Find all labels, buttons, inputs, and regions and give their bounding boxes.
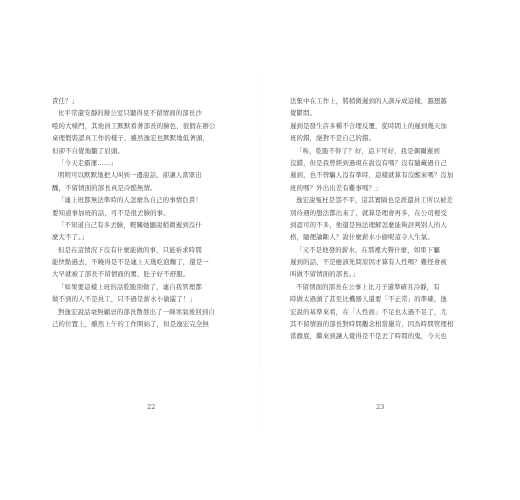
text-line: 「如果要這樣上班的話乾脆別做了，連自我管理都 bbox=[58, 282, 202, 291]
text-line: 明明可以默默地把人叫到一邊說話，卻讓人當眾出 bbox=[58, 171, 202, 180]
text-line: 格，隨便論斷人？說什麼薪水小偷呢這令人生氣。 bbox=[290, 233, 434, 242]
text-line: 但是在這情況下沒有什麼能做的事，只能祈求時間 bbox=[58, 245, 202, 254]
text-line: 沒錯，但是我曾經到過現在說沒有嗎？沒有隨藏過自己 bbox=[290, 158, 447, 167]
text-line: 大早就被了部長不留情面的罵，肚子好不舒服。 bbox=[52, 270, 190, 279]
text-line: 遲到是發生許多種不合理反覆，從時間上的遲到幾天加 bbox=[290, 121, 447, 130]
text-line: 別待遇的想法都出來了，就算是理會再多，在公司裡受 bbox=[290, 208, 447, 217]
text-line: 對逸宏說話毫無顧忌的部長散發出了一陣寒氣後回到自 bbox=[58, 307, 215, 316]
text-line: 能快點過去，不曉得是不是連上天幾吃泡麵了，還是一 bbox=[52, 258, 209, 267]
text-line: 遲到的話，不是應該先問原因才算有人性嗎？難怪會被 bbox=[290, 258, 447, 267]
text-line: 「又不是他發的薪水，在那裡大聲什麼，如果下屬 bbox=[296, 245, 440, 254]
text-line: 其不留情面的部長對時間觀念相當嚴苛，因為時間管理相 bbox=[290, 320, 454, 329]
text-line: 比平常還安靜的辦公室只聽得見不留情面的部長沙 bbox=[58, 109, 202, 118]
text-line: 逸宏說冤枉是怨不平，這其實隔也是派遣員工所以被差 bbox=[296, 196, 453, 205]
text-line: 責任？」 bbox=[52, 97, 79, 105]
text-line: 當徹底，繼來到讓人覺得是不是丟了時間的鬼，今天也 bbox=[290, 332, 447, 341]
text-line: 「今天走霸運……」 bbox=[58, 158, 117, 167]
text-line: 班的錯，絕對不是自己的錯。 bbox=[290, 134, 376, 143]
text-line: 做不到的人不是員工，只不過是薪水小偷罷了！」 bbox=[52, 295, 196, 304]
left-page-number: 22 bbox=[147, 403, 156, 411]
text-line: 宏說的基準來看，在「人性面」不足也太過不足了，尤 bbox=[290, 307, 447, 316]
text-line: 己的位置上，雖然上午的工作開始了，但是逸宏完全無 bbox=[52, 320, 209, 329]
text-line: 不留情面的部長在公事上比刀子還準確且冷靜，有 bbox=[296, 282, 440, 291]
text-line: 叫做不留情面的部長。」 bbox=[290, 270, 359, 279]
text-line: 班的嗎？外出出差有難事嗎？」 bbox=[290, 183, 382, 192]
text-line: 「不知道自己有多丟臉，輕關她顯說稍微遲到沒什 bbox=[58, 220, 202, 229]
text-line: 到認可的不多，他還是無法理解怎麼能夠評判別人的人 bbox=[290, 220, 447, 229]
text-line: 桌理假裝認真工作的樣子，雖然逸宏也默默地低著頭， bbox=[52, 134, 209, 143]
left-page-text bbox=[52, 95, 234, 395]
right-page-text bbox=[290, 95, 476, 395]
text-line: 時做太過頭了甚至比機器人還要「不正常」的準確，逸 bbox=[290, 295, 447, 304]
text-line: 「連上班都無法準時的人怎麼為自己的事情負責！ bbox=[58, 196, 202, 205]
text-line: 但卻不自覺地皺了眉頭。 bbox=[52, 146, 124, 155]
text-line: 遲到，也不曾騙人沒有準時，這樣就算有沒醒來嗎？沒加 bbox=[290, 171, 454, 180]
text-line: 覺鬱悶。 bbox=[290, 109, 317, 118]
text-line: 麼大不了。」 bbox=[52, 233, 89, 242]
right-page-number: 23 bbox=[376, 403, 385, 411]
right-page bbox=[260, 0, 520, 500]
text-line: 醜，不留情面的部長真是冷酷無情。 bbox=[52, 183, 157, 192]
text-line: 法集中在工作上，將稍微遲到的人訓斥成這樣，越想越 bbox=[290, 97, 447, 105]
text-line: 「唉，乾脆不幹了？好，這下可好，我是偶爾遲到 bbox=[296, 146, 440, 155]
text-line: 啞的大嗓門，其他員工默默看著部長的臉色，很假在辦公 bbox=[52, 121, 216, 130]
text-line: 要知道事加班的話，可不是很丟臉的事。 bbox=[52, 208, 170, 217]
